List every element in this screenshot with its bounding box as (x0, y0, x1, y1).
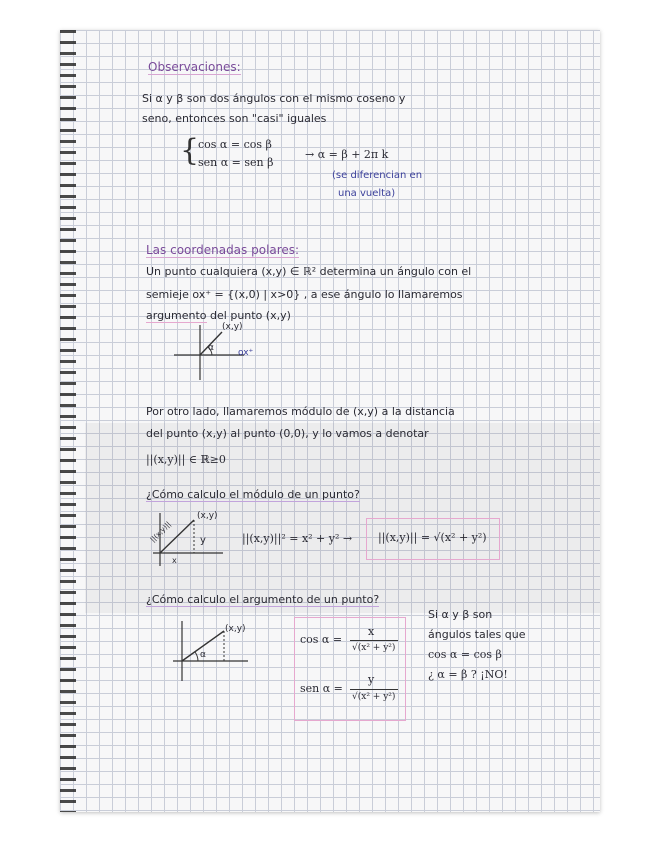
note-text: una vuelta) (338, 188, 396, 199)
fig-label-point: (x,y) (222, 322, 243, 332)
fig-label-hyp: ||(x,y)|| (148, 520, 173, 544)
note-text: (se diferencian en (332, 170, 423, 181)
cos-denominator: √(x² + y²) (352, 643, 396, 653)
text-line: semieje ox⁺ = {(x,0) | x>0} , a ese ángulo lo llamaremos (146, 288, 463, 301)
equation-cos: cos α = cos β (198, 138, 272, 151)
modulus-notation: ||(x,y)|| ∈ ℝ≥0 (146, 453, 226, 466)
text-line: Si α y β son dos ángulos con el mismo coseno y (142, 92, 406, 105)
notebook-page (60, 30, 600, 812)
text-line: del punto (x,y) al punto (0,0), y lo vamos a denotar (146, 427, 429, 440)
fraction-bar (350, 689, 398, 690)
sen-numerator: y (368, 673, 375, 686)
text-line: seno, entonces son "casi" iguales (142, 112, 327, 125)
section-title-observaciones: Observaciones: (148, 60, 241, 74)
sen-label: sen α = (300, 682, 343, 695)
side-note-line: ángulos tales que (428, 628, 526, 641)
text-line: Por otro lado, llamaremos módulo de (x,y) a la distancia (146, 405, 455, 418)
fraction-bar (350, 640, 398, 641)
text-line: Un punto cualquiera (x,y) ∈ ℝ² determina un ángulo con el (146, 265, 472, 278)
fig-label-point: (x,y) (197, 511, 218, 521)
cos-label: cos α = (300, 633, 343, 646)
spiral-binding (60, 30, 76, 812)
side-note-line: Si α y β son (428, 608, 493, 621)
question-modulo: ¿Cómo calculo el módulo de un punto? (146, 488, 360, 501)
fig-label-point: (x,y) (225, 624, 246, 634)
fig-label-axis: ox⁺ (238, 348, 254, 358)
side-note-line: cos α = cos β (428, 648, 502, 661)
brace-icon: { (180, 133, 200, 168)
modulus-formula: ||(x,y)||² = x² + y² → (242, 532, 353, 545)
fig-label-x: x (172, 556, 177, 565)
text-line: argumento del punto (x,y) (146, 309, 291, 322)
equation-sen: sen α = sen β (198, 156, 274, 169)
section-title-polares: Las coordenadas polares: (146, 243, 300, 257)
modulus-figure (148, 508, 238, 568)
side-note-line: ¿ α = β ? ¡NO! (428, 668, 508, 681)
modulus-result: ||(x,y)|| = √(x² + y²) (378, 531, 487, 544)
fig-label-angle: α (200, 650, 206, 660)
fig-label-y: y (200, 535, 206, 546)
sen-denominator: √(x² + y²) (352, 692, 396, 702)
fig-label-angle: α (208, 343, 214, 353)
equation-result: → α = β + 2π k (305, 148, 389, 161)
question-argumento: ¿Cómo calculo el argumento de un punto? (146, 593, 380, 606)
cos-numerator: x (368, 625, 375, 638)
